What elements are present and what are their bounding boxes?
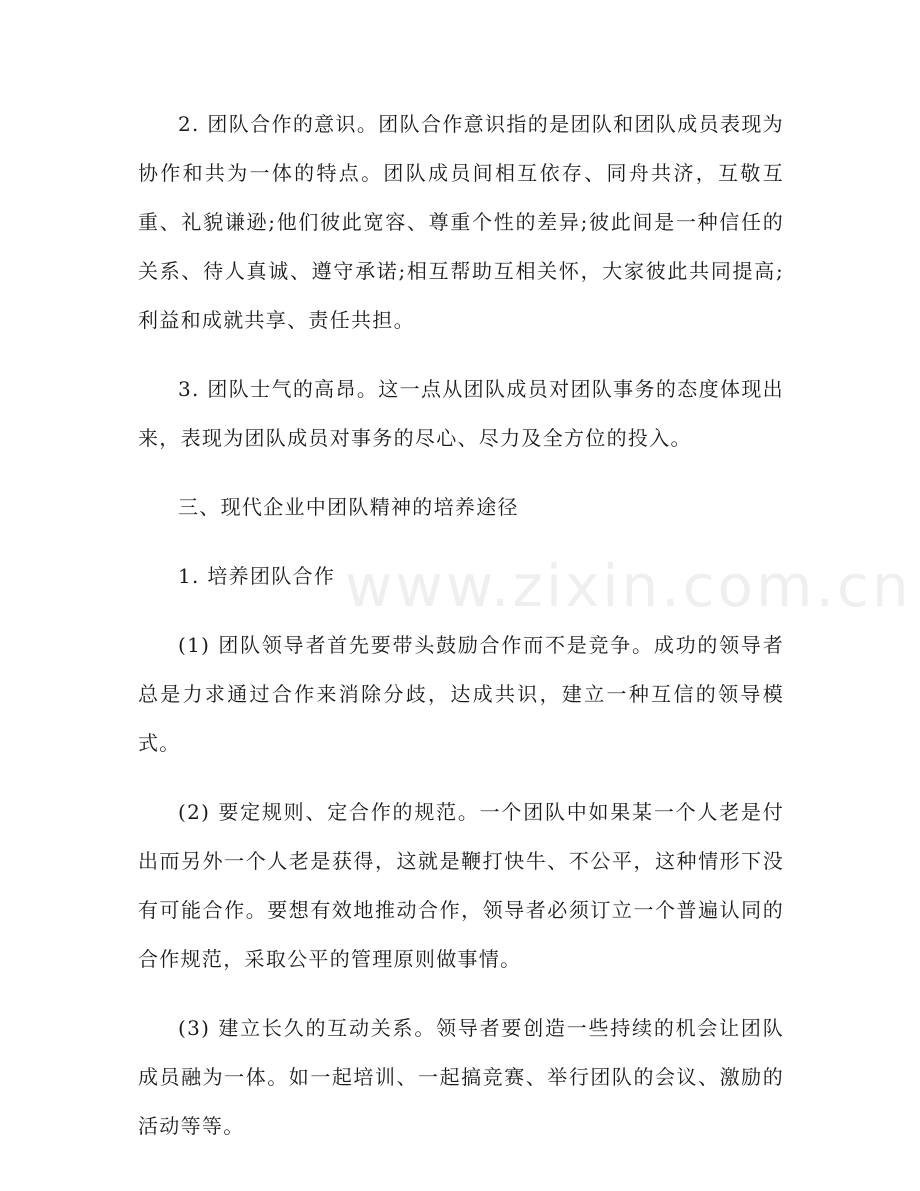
paragraph-teamwork-awareness: 2. 团队合作的意识。团队合作意识指的是团队和团队成员表现为协作和共为一体的特点。团队成员间相互依存、同舟共济，互敬互重、礼貌谦逊;他们彼此宽容、尊重个性的差异;彼此间是一种信任的关系、待人真诚、遵守承诺;相互帮助互相关怀，大家彼此共同提高;利益和成就共享、责任共担。 xyxy=(138,112,784,332)
paragraph-leader-encourage: (1) 团队领导者首先要带头鼓励合作而不是竞争。成功的领导者总是力求通过合作来消除分歧，达成共识，建立一种互信的领导模式。 xyxy=(138,633,784,755)
paragraph-set-rules: (2) 要定规则、定合作的规范。一个团队中如果某一个人老是付出而另外一个人老是获得，这就是鞭打快牛、不公平，这种情形下没有可能合作。要想有效地推动合作，领导者必须订立一个普遍认同的合作规范，采取公平的管理原则做事情。 xyxy=(138,800,784,971)
paragraph-long-term-interaction: (3) 建立长久的互动关系。领导者要创造一些持续的机会让团队成员融为一体。如一起培训、一起搞竞赛、举行团队的会议、激励的活动等等。 xyxy=(138,1016,784,1138)
subheading-cultivate-cooperation: 1. 培养团队合作 xyxy=(178,564,336,588)
document-body xyxy=(138,100,784,1171)
watermark: www.zixin.com.cn xyxy=(345,552,912,620)
paragraph-team-morale: 3. 团队士气的高昂。这一点从团队成员对团队事务的态度体现出来，表现为团队成员对事务的尽心、尽力及全方位的投入。 xyxy=(138,377,784,450)
section-heading-cultivation: 三、现代企业中团队精神的培养途径 xyxy=(178,495,519,519)
